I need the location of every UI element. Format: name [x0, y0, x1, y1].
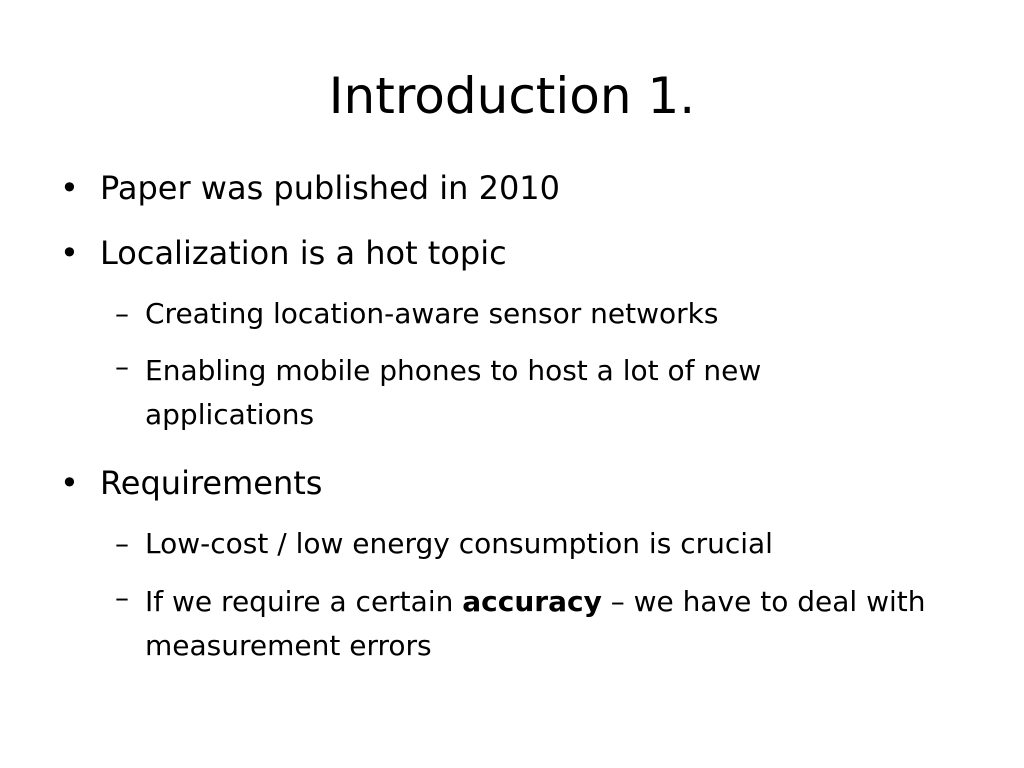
sub-list-item-text: Low-cost / low energy consumption is crucial	[145, 527, 773, 560]
bullet-marker: •	[60, 234, 79, 272]
bold-term: accuracy	[462, 585, 602, 618]
text-segment: – we have to deal with measurement errors	[145, 585, 926, 662]
dash-marker: –	[115, 527, 129, 560]
sub-list-item-text: Enabling mobile phones to host a lot of new applications	[145, 354, 762, 431]
text-segment: If we require a certain	[145, 585, 463, 618]
dash-marker: –	[115, 297, 129, 330]
list-item-text: Localization is a hot topic	[100, 234, 507, 272]
list-item-text: Paper was published in 2010	[100, 169, 561, 207]
sub-list-item-text: Creating location-aware sensor networks	[145, 297, 719, 330]
sub-list-item-text	[145, 580, 965, 668]
dash-marker: –	[115, 350, 129, 383]
dash-marker: –	[115, 581, 129, 614]
slide-title: Introduction 1.	[328, 67, 696, 125]
bullet-marker: •	[60, 169, 79, 207]
bullet-marker: •	[60, 464, 79, 502]
list-item-text: Requirements	[100, 464, 323, 502]
